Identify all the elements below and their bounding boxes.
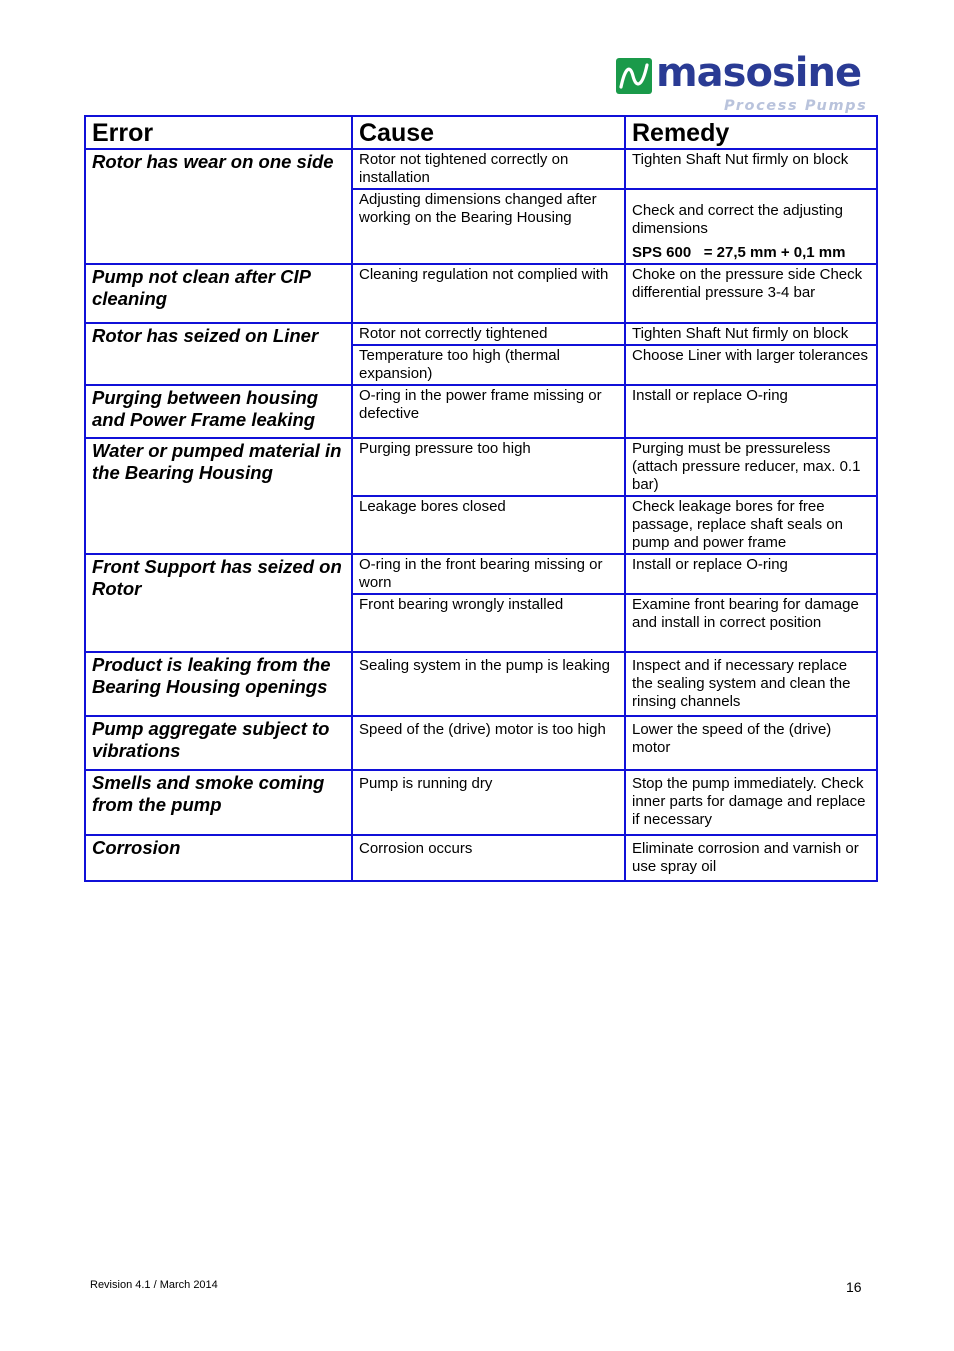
logo-wordmark: masosine [656, 50, 862, 96]
error-cell: Rotor has seized on Liner [85, 323, 352, 385]
remedy-cell: Install or replace O-ring [625, 385, 877, 438]
header-cause: Cause [352, 116, 625, 149]
error-cell: Purging between housing and Power Frame leaking [85, 385, 352, 438]
error-cell: Corrosion [85, 835, 352, 881]
remedy-text: Check and correct the adjusting dimensions [632, 202, 843, 237]
remedy-cell: Choose Liner with larger tolerances [625, 345, 877, 385]
cause-cell: Leakage bores closed [352, 496, 625, 554]
table-row [85, 554, 877, 594]
remedy-cell: Check leakage bores for free passage, replace shaft seals on pump and power frame [625, 496, 877, 554]
cause-cell: Speed of the (drive) motor is too high [352, 716, 625, 770]
table-header-row [85, 116, 877, 149]
cause-cell: Pump is running dry [352, 770, 625, 835]
table-row [85, 264, 877, 323]
error-cell: Rotor has wear on one side [85, 149, 352, 264]
table-row [85, 385, 877, 438]
cause-cell: Temperature too high (thermal expansion) [352, 345, 625, 385]
error-cell: Water or pumped material in the Bearing Housing [85, 438, 352, 554]
error-cell: Product is leaking from the Bearing Housing openings [85, 652, 352, 716]
error-cell: Smells and smoke coming from the pump [85, 770, 352, 835]
cause-cell: O-ring in the front bearing missing or worn [352, 554, 625, 594]
error-cell: Front Support has seized on Rotor [85, 554, 352, 652]
remedy-cell: Tighten Shaft Nut firmly on block [625, 149, 877, 189]
logo-subtitle: Process Pumps [724, 98, 868, 114]
remedy-cell: Inspect and if necessary replace the sealing system and clean the rinsing channels [625, 652, 877, 716]
remedy-cell: Choke on the pressure side Check differential pressure 3-4 bar [625, 264, 877, 323]
remedy-cell: Tighten Shaft Nut firmly on block [625, 323, 877, 345]
table-row [85, 835, 877, 881]
cause-cell: Purging pressure too high [352, 438, 625, 496]
table-row [85, 716, 877, 770]
table-row [85, 438, 877, 496]
masosine-logo [616, 50, 868, 118]
remedy-cell: Lower the speed of the (drive) motor [625, 716, 877, 770]
cause-cell: Sealing system in the pump is leaking [352, 652, 625, 716]
table-row [85, 770, 877, 835]
error-cell: Pump not clean after CIP cleaning [85, 264, 352, 323]
table-row [85, 323, 877, 345]
logo-mark-icon [616, 58, 652, 94]
remedy-cell: Purging must be pressureless (attach pressure reducer, max. 0.1 bar) [625, 438, 877, 496]
header-remedy: Remedy [625, 116, 877, 149]
page-number: 16 [846, 1279, 862, 1295]
cause-cell: Cleaning regulation not complied with [352, 264, 625, 323]
remedy-spec: SPS 600 = 27,5 mm + 0,1 mm [632, 244, 846, 261]
revision-footer: Revision 4.1 / March 2014 [90, 1279, 218, 1291]
table-row [85, 149, 877, 189]
cause-cell: O-ring in the power frame missing or defective [352, 385, 625, 438]
remedy-cell: Examine front bearing for damage and install in correct position [625, 594, 877, 652]
remedy-cell [625, 189, 877, 264]
remedy-cell: Eliminate corrosion and varnish or use spray oil [625, 835, 877, 881]
error-cell: Pump aggregate subject to vibrations [85, 716, 352, 770]
remedy-cell: Stop the pump immediately. Check inner parts for damage and replace if necessary [625, 770, 877, 835]
remedy-cell: Install or replace O-ring [625, 554, 877, 594]
header-error: Error [85, 116, 352, 149]
cause-cell: Adjusting dimensions changed after working on the Bearing Housing [352, 189, 625, 264]
troubleshooting-table [84, 115, 878, 882]
cause-cell: Rotor not tightened correctly on installation [352, 149, 625, 189]
cause-cell: Corrosion occurs [352, 835, 625, 881]
cause-cell: Rotor not correctly tightened [352, 323, 625, 345]
table-row [85, 652, 877, 716]
cause-cell: Front bearing wrongly installed [352, 594, 625, 652]
